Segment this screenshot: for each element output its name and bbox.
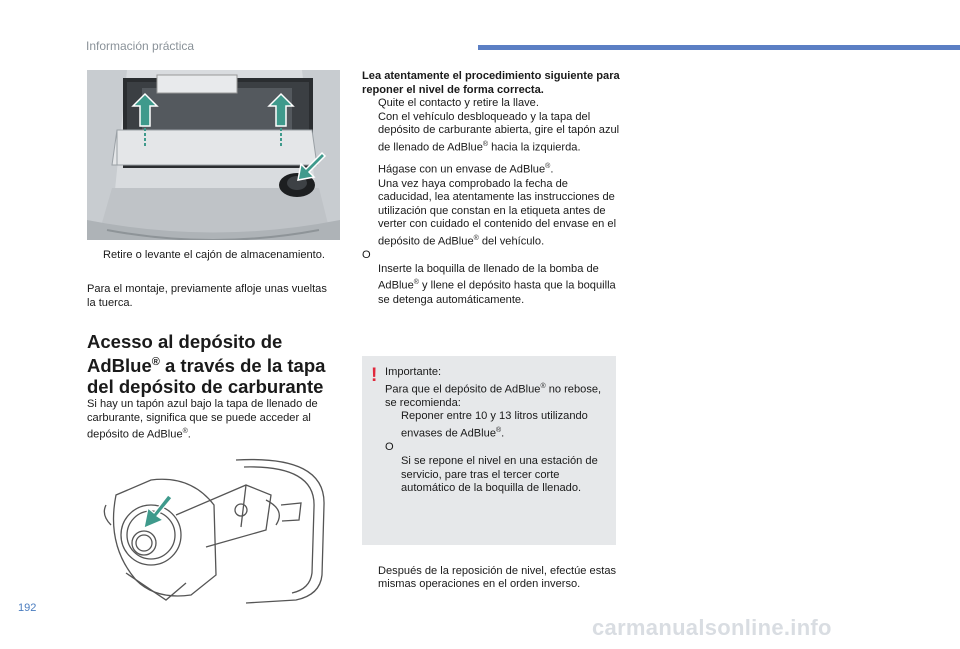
notice-or-separator: O (385, 441, 394, 454)
notice-item-1-text: Reponer entre 10 y 13 litros utilizando envases de AdBlue (401, 410, 588, 440)
procedure-intro: Lea atentamente el procedimiento siguiente para reponer el nivel de forma correcta. (362, 70, 620, 96)
final-step (362, 565, 628, 592)
section-body-text: Si hay un tapón azul bajo la tapa de llenado de carburante, significa que se puede acceder al depósito de AdBlue (87, 398, 318, 441)
registered-mark: ® (182, 428, 188, 436)
section-title-adblue: AdBlue (87, 355, 152, 377)
trunk-storage-illustration (87, 70, 340, 240)
registered-mark: ® (413, 279, 419, 287)
step-3 (362, 160, 620, 249)
notice-intro-end: no rebose, se recomienda: (385, 383, 602, 409)
step-3-detail-end: del vehículo. (478, 235, 545, 248)
notice-item-1 (385, 410, 611, 441)
important-notice-content (385, 366, 611, 496)
procedure-column (362, 70, 620, 307)
step-4 (362, 263, 620, 307)
registered-mark: ® (473, 234, 479, 242)
section-title-line3: del depósito de carburante (87, 376, 324, 398)
or-separator: O (362, 249, 371, 262)
step-2-end: hacia la izquierda. (488, 141, 581, 154)
notice-item-2 (385, 455, 611, 496)
registered-mark: ® (545, 163, 551, 171)
assembly-note: Para el montaje, previamente afloje unas vueltas la tuerca. (87, 283, 327, 309)
registered-mark: ® (496, 427, 502, 435)
section-title-rest: a través de la tapa (159, 355, 326, 377)
step-1 (362, 97, 620, 111)
notice-intro-text: Para que el depósito de AdBlue (385, 383, 541, 396)
registered-mark: ® (540, 382, 546, 390)
header-accent-bar (478, 45, 960, 50)
warning-exclamation-icon: ! (371, 365, 378, 386)
section-body-end: . (187, 428, 191, 441)
section-title-line1: Acesso al depósito de (87, 331, 283, 352)
page-number: 192 (18, 602, 37, 614)
registered-mark: ® (151, 356, 160, 368)
step-3-end: . (550, 163, 554, 176)
step-4-text: Inserte la boquilla de llenado de la bomba de AdBlue (378, 262, 599, 293)
section-title (87, 331, 342, 397)
notice-item-2-text: Si se repone el nivel en una estación de servicio, pare tras el tercer corte automático de la boquilla de llenado. (401, 454, 598, 495)
registered-mark: ® (482, 140, 489, 148)
step-2 (362, 111, 620, 155)
page-header-title: Información práctica (86, 39, 195, 53)
watermark-logo: carmanualsonline.info (592, 615, 832, 640)
step-3-detail: Una vez haya comprobado la fecha de caducidad, lea atentamente las instrucciones de utilización que constan en la etiqueta antes de verter con cuidado el contenido del envase en el depósito de AdBlue (378, 177, 617, 248)
section-title-line2 (87, 352, 342, 376)
section-body (87, 398, 339, 442)
notice-item-1-end: . (501, 427, 505, 440)
fuel-flap-illustration (96, 455, 336, 607)
remove-box-step (87, 249, 343, 263)
final-step-text: Después de la reposición de nivel, efectúe estas mismas operaciones en el orden inverso. (378, 564, 617, 591)
step-4-end: y llene el depósito hasta que la boquilla se detenga automáticamente. (378, 280, 616, 306)
notice-intro (385, 380, 611, 411)
notice-title: Importante: (385, 366, 442, 378)
step-2-text: Con el vehículo desbloqueado y la tapa del depósito de carburante abierta, gire el tapón azul de llenado de AdBlue (378, 110, 620, 154)
step-3-text: Hágase con un envase de AdBlue (378, 163, 546, 176)
step-1-text: Quite el contacto y retire la llave. (378, 97, 539, 110)
remove-box-step-text: Retire o levante el cajón de almacenamiento. (103, 249, 326, 261)
